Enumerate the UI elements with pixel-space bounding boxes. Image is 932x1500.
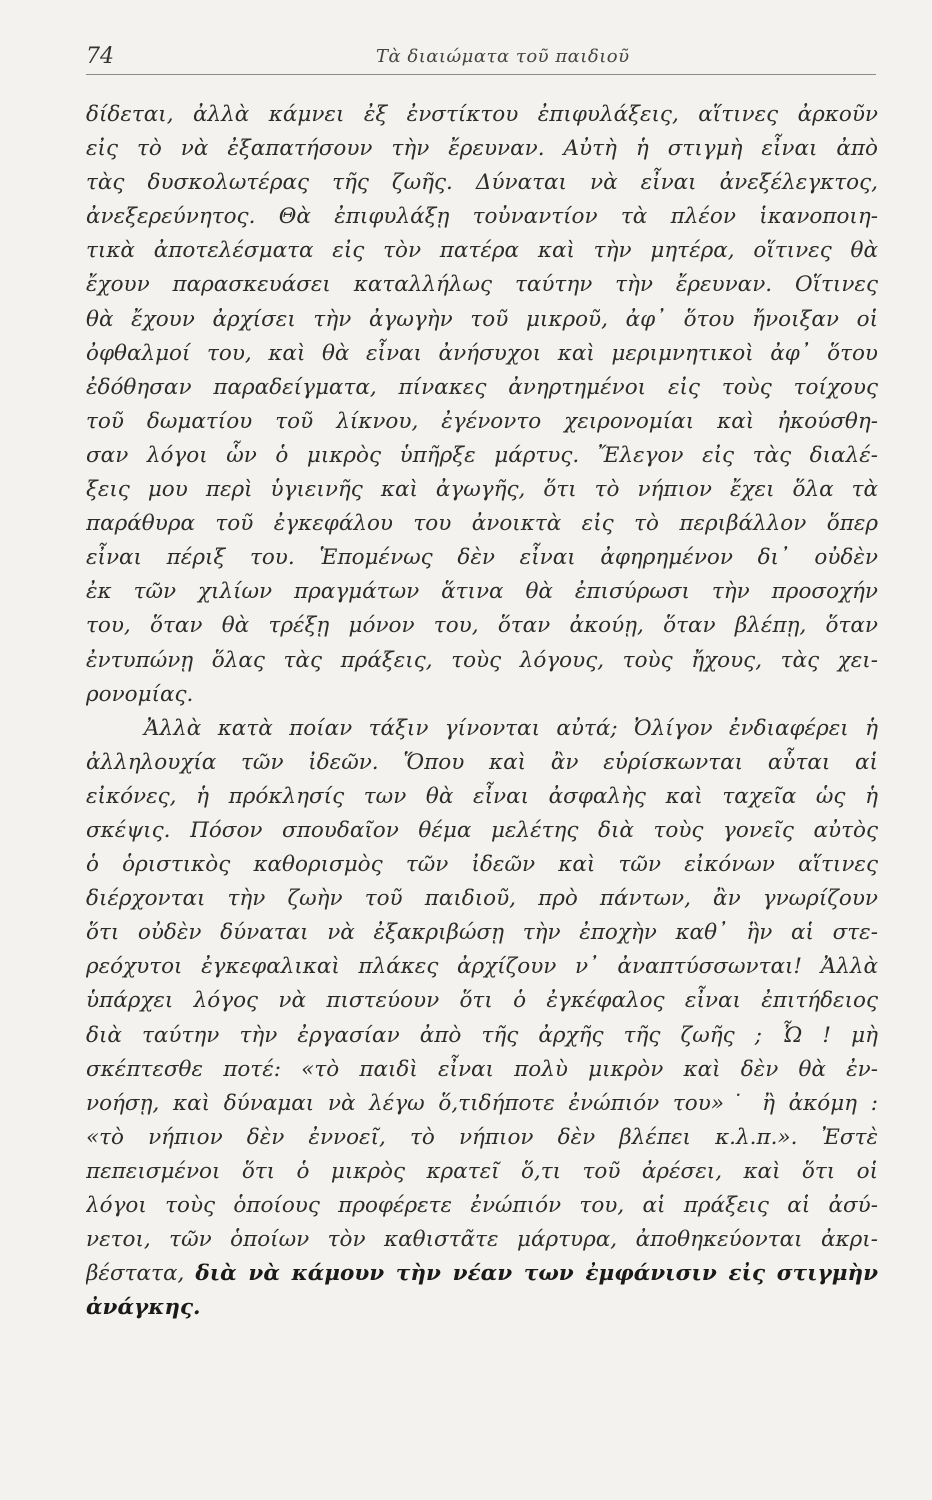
text-line-content: ρονομίας. bbox=[86, 681, 194, 707]
text-line-content: ἔχουν παρασκευάσει καταλλήλως ταύτην τὴν ἔρευναν. Οἵτινες bbox=[86, 272, 878, 298]
text-line bbox=[86, 132, 878, 166]
text-line bbox=[86, 916, 878, 950]
text-line bbox=[86, 268, 878, 302]
text-line bbox=[86, 200, 878, 234]
text-line-content: ξεις μου περὶ ὑγιεινῆς καὶ ἀγωγῆς, ὅτι τὸ νήπιον ἔχει ὅλα τὰ bbox=[86, 477, 878, 503]
text-line-content: σκέπτεσθε ποτέ: «τὸ παιδὶ εἶναι πολὺ μικρὸν καὶ δὲν θὰ ἐν- bbox=[86, 1056, 878, 1082]
text-line bbox=[86, 439, 878, 473]
text-line bbox=[86, 371, 878, 405]
text-line bbox=[86, 166, 878, 200]
text-line-content: ἀνάγκης. bbox=[86, 1295, 201, 1321]
text-line-content: Ἀλλὰ κατὰ ποίαν τάξιν γίνονται αὐτά; Ὀλίγον ἐνδιαφέρει ἡ bbox=[144, 715, 878, 741]
text-line-content: νοήσῃ, καὶ δύναμαι νὰ λέγω ὅ,τιδήποτε ἐνώπιόν του»˙ ἢ ἀκόμη : bbox=[86, 1090, 878, 1116]
page-number: 74 bbox=[86, 44, 114, 69]
text-line-content: λόγοι τοὺς ὁποίους προφέρετε ἐνώπιόν του, αἱ πράξεις αἱ ἀσύ- bbox=[86, 1193, 878, 1218]
text-line-content: παράθυρα τοῦ ἐγκεφάλου του ἀνοικτὰ εἰς τὸ περιβάλλον ὅπερ bbox=[86, 511, 878, 537]
text-line-content: εἰς τὸ νὰ ἐξαπατήσουν τὴν ἔρευναν. Αὐτὴ ἡ στιγμὴ εἶναι ἀπὸ bbox=[86, 136, 878, 162]
text-line-content: νετοι, τῶν ὁποίων τὸν καθιστᾶτε μάρτυρα, ἀποθηκεύονται ἀκρι- bbox=[86, 1227, 878, 1253]
text-line-content: εἰκόνες, ἡ πρόκλησίς των θὰ εἶναι ἀσφαλὴς καὶ ταχεῖα ὡς ἡ bbox=[86, 783, 878, 809]
text-line bbox=[86, 507, 878, 541]
text-line bbox=[86, 1189, 878, 1223]
text-line bbox=[86, 575, 878, 609]
text-line bbox=[86, 1155, 878, 1189]
text-line bbox=[86, 1121, 878, 1155]
text-line bbox=[86, 609, 878, 643]
text-line-content: σαν λόγοι ὧν ὁ μικρὸς ὑπῆρξε μάρτυς. Ἔλεγον εἰς τὰς διαλέ- bbox=[86, 442, 878, 468]
text-line-content: ὅτι οὐδὲν δύναται νὰ ἐξακριβώσῃ τὴν ἐποχὴν καθ᾽ ἣν αἱ στε- bbox=[86, 920, 878, 946]
text-line-content: διέρχονται τὴν ζωὴν τοῦ παιδιοῦ, πρὸ πάντων, ἂν γνωρίζουν bbox=[86, 886, 878, 912]
text-line-content: ὀφθαλμοί του, καὶ θὰ εἶναι ἀνήσυχοι καὶ μεριμνητικοὶ ἀφ᾽ ὅτου bbox=[86, 340, 878, 366]
text-line-content: ἀνεξερεύνητος. Θὰ ἐπιφυλάξῃ τοὐναντίον τὰ πλέον ἱκανοποιη- bbox=[86, 204, 878, 230]
running-title: Τὰ διαιώματα τοῦ παιδιοῦ bbox=[376, 46, 630, 67]
text-line bbox=[86, 1019, 878, 1053]
text-line-content: τὰς δυσκολωτέρας τῆς ζωῆς. Δύναται νὰ εἶναι ἀνεξέλεγκτος, bbox=[86, 170, 878, 196]
text-line-content: ρεόχυτοι ἐγκεφαλικαὶ πλάκες ἀρχίζουν ν᾽ ἀναπτύσσωνται! Ἀλλὰ bbox=[86, 954, 878, 980]
text-line bbox=[86, 712, 878, 746]
text-line bbox=[86, 234, 878, 268]
text-line-content: ἀλληλουχία τῶν ἰδεῶν. Ὅπου καὶ ἂν εὑρίσκωνται αὗται αἱ bbox=[86, 749, 878, 775]
text-line bbox=[86, 1053, 878, 1087]
text-line bbox=[86, 1087, 878, 1121]
text-line-content: πεπεισμένοι ὅτι ὁ μικρὸς κρατεῖ ὅ,τι τοῦ ἀρέσει, καὶ ὅτι οἱ bbox=[86, 1158, 878, 1184]
text-line-content: του, ὅταν θὰ τρέξῃ μόνον του, ὅταν ἀκούῃ, ὅταν βλέπῃ, ὅταν bbox=[86, 613, 878, 639]
text-line bbox=[86, 780, 878, 814]
text-line bbox=[86, 337, 878, 371]
body-text bbox=[86, 98, 878, 1325]
text-line-content: βέστατα, bbox=[86, 1261, 185, 1287]
text-line bbox=[86, 950, 878, 984]
text-line bbox=[86, 678, 878, 712]
text-line bbox=[86, 882, 878, 916]
text-line bbox=[86, 1223, 878, 1257]
bold-phrase: διὰ νὰ κάμουν τὴν νέαν των ἐμφάνισιν εἰς στιγμὴν bbox=[195, 1261, 878, 1287]
text-line bbox=[86, 303, 878, 337]
text-line-content: ὑπάρχει λόγος νὰ πιστεύουν ὅτι ὁ ἐγκέφαλος εἶναι ἐπιτήδειος bbox=[86, 988, 878, 1014]
text-line-content: ἐκ τῶν χιλίων πραγμάτων ἅτινα θὰ ἐπισύρωσι τὴν προσοχήν bbox=[86, 579, 878, 605]
text-line bbox=[86, 746, 878, 780]
text-line bbox=[86, 98, 878, 132]
text-line bbox=[86, 405, 878, 439]
text-line-content: ὁ ὁριστικὸς καθορισμὸς τῶν ἰδεῶν καὶ τῶν εἰκόνων αἵτινες bbox=[86, 852, 878, 878]
text-line-content: δίδεται, ἀλλὰ κάμνει ἐξ ἐνστίκτου ἐπιφυλάξεις, αἵτινες ἀρκοῦν bbox=[86, 102, 878, 127]
text-line-content: τικὰ ἀποτελέσματα εἰς τὸν πατέρα καὶ τὴν μητέρα, οἵτινες θὰ bbox=[86, 238, 878, 264]
text-line bbox=[86, 848, 878, 882]
text-line bbox=[86, 473, 878, 507]
page-header bbox=[86, 44, 876, 75]
text-line-content: ἐντυπώνῃ ὅλας τὰς πράξεις, τοὺς λόγους, τοὺς ἤχους, τὰς χει- bbox=[86, 647, 878, 673]
text-line-content: τοῦ δωματίου τοῦ λίκνου, ἐγένοντο χειρονομίαι καὶ ἠκούσθη- bbox=[86, 408, 878, 434]
text-line-content: «τὸ νήπιον δὲν ἐννοεῖ, τὸ νήπιον δὲν βλέπει κ.λ.π.». Ἐστὲ bbox=[86, 1124, 878, 1150]
text-line bbox=[86, 984, 878, 1018]
text-line-content: διὰ ταύτην τὴν ἐργασίαν ἀπὸ τῆς ἀρχῆς τῆς ζωῆς ; Ὦ ! μὴ bbox=[86, 1022, 878, 1048]
text-line-content: σκέψις. Πόσον σπουδαῖον θέμα μελέτης διὰ τοὺς γονεῖς αὐτὸς bbox=[86, 817, 878, 843]
text-line bbox=[86, 644, 878, 678]
text-line bbox=[86, 1257, 878, 1291]
text-line bbox=[86, 1291, 878, 1325]
text-line-content: εἶναι πέριξ του. Ἑπομένως δὲν εἶναι ἀφηρημένον δι᾽ οὐδὲν bbox=[86, 545, 878, 571]
text-line-content: ἐδόθησαν παραδείγματα, πίνακες ἀνηρτημένοι εἰς τοὺς τοίχους bbox=[86, 374, 878, 400]
text-line bbox=[86, 541, 878, 575]
text-line-content: θὰ ἔχουν ἀρχίσει τὴν ἀγωγὴν τοῦ μικροῦ, ἀφ᾽ ὅτου ἤνοιξαν οἱ bbox=[86, 306, 878, 332]
text-line bbox=[86, 814, 878, 848]
